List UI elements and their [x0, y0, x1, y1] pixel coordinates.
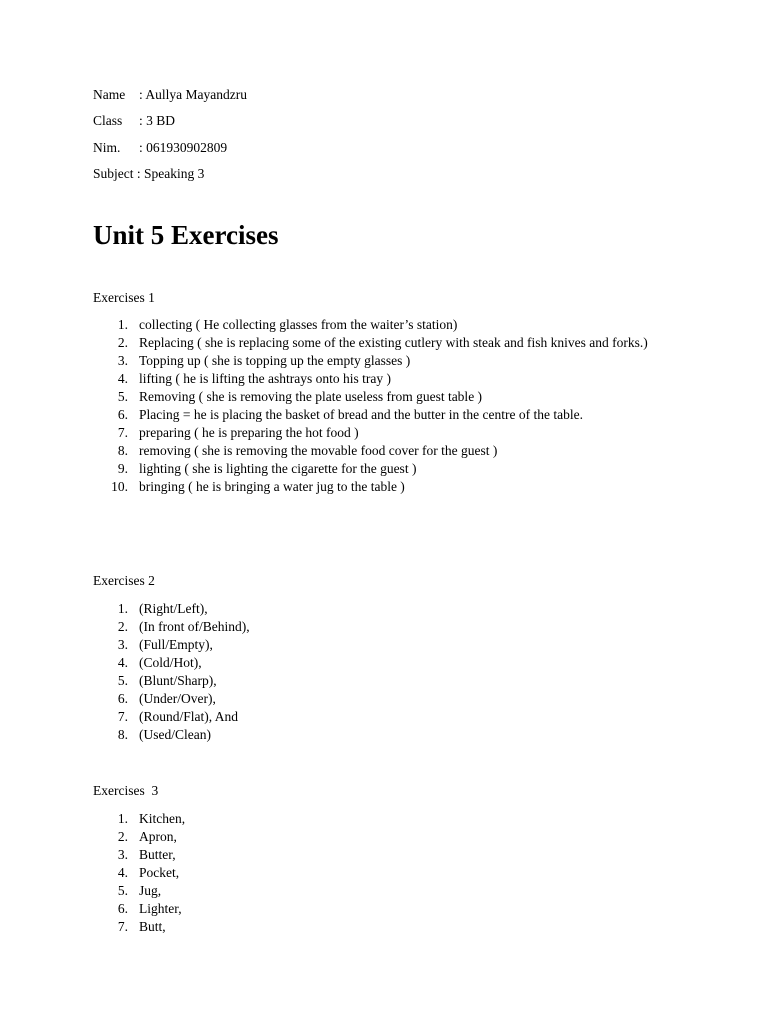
item-number: 7.	[117, 425, 128, 440]
list-item	[0, 442, 674, 460]
name-line	[93, 87, 247, 103]
list-item	[0, 334, 674, 352]
list-item	[0, 600, 674, 618]
item-text: Butt,	[139, 919, 166, 934]
list-item	[0, 654, 674, 672]
item-text: removing ( she is removing the movable food cover for the guest )	[139, 443, 498, 458]
list-item	[0, 406, 674, 424]
item-number: 3.	[117, 847, 128, 862]
list-item	[0, 846, 674, 864]
item-text: (Right/Left),	[139, 601, 208, 616]
item-text: Lighter,	[139, 901, 182, 916]
item-number: 2.	[117, 619, 128, 634]
item-number: 8.	[117, 727, 128, 742]
list-item	[0, 352, 674, 370]
list-item	[0, 828, 674, 846]
list-item	[0, 918, 674, 936]
item-number: 5.	[117, 673, 128, 688]
list-item	[0, 388, 674, 406]
item-number: 7.	[117, 709, 128, 724]
item-number: 6.	[117, 901, 128, 916]
list-item	[0, 424, 674, 442]
exercise1-list	[0, 316, 674, 496]
item-number: 7.	[117, 919, 128, 934]
class-line	[93, 113, 175, 129]
item-text: Placing = he is placing the basket of bread and the butter in the centre of the table.	[139, 407, 583, 422]
list-item	[0, 726, 674, 744]
list-item	[0, 316, 674, 334]
list-item	[0, 460, 674, 478]
list-item	[0, 864, 674, 882]
item-number: 2.	[117, 335, 128, 350]
item-text: Apron,	[139, 829, 177, 844]
item-text: Removing ( she is removing the plate useless from guest table )	[139, 389, 483, 404]
item-number: 5.	[117, 883, 128, 898]
item-text: (Used/Clean)	[139, 727, 211, 742]
item-number: 2.	[117, 829, 128, 844]
name-label: Name	[93, 87, 126, 102]
item-text: Topping up ( she is topping up the empty glasses )	[139, 353, 411, 368]
exercise3-heading: Exercises 3	[93, 783, 159, 798]
nim-label: Nim.	[93, 140, 121, 155]
class-label: Class	[93, 113, 123, 128]
item-text: (Full/Empty),	[139, 637, 213, 652]
exercise2-list	[0, 600, 674, 744]
class-value: : 3 BD	[139, 113, 176, 128]
list-item	[0, 478, 674, 496]
list-item	[0, 690, 674, 708]
item-number: 1.	[117, 601, 128, 616]
item-text: collecting ( He collecting glasses from the waiter’s station)	[139, 317, 458, 332]
item-text: preparing ( he is preparing the hot food )	[139, 425, 359, 440]
item-text: Pocket,	[139, 865, 180, 880]
list-item	[0, 370, 674, 388]
item-number: 9.	[117, 461, 128, 476]
list-item	[0, 810, 674, 828]
item-text: (In front of/Behind),	[139, 619, 250, 634]
list-item	[0, 900, 674, 918]
item-text: Butter,	[139, 847, 176, 862]
nim-value: : 061930902809	[139, 140, 228, 155]
list-item	[0, 672, 674, 690]
item-number: 3.	[117, 637, 128, 652]
item-number: 8.	[117, 443, 128, 458]
item-text: lighting ( she is lighting the cigarette for the guest )	[139, 461, 417, 476]
item-number: 5.	[117, 389, 128, 404]
nim-line	[93, 140, 227, 156]
list-item	[0, 708, 674, 726]
subject-line: Subject : Speaking 3	[93, 166, 205, 181]
exercise1-heading: Exercises 1	[93, 290, 155, 305]
item-text: Jug,	[139, 883, 162, 898]
item-text: (Cold/Hot),	[139, 655, 202, 670]
item-text: Replacing ( she is replacing some of the existing cutlery with steak and fish knives and forks.)	[139, 335, 648, 350]
item-number: 6.	[117, 691, 128, 706]
list-item	[0, 882, 674, 900]
item-text: (Round/Flat), And	[139, 709, 239, 724]
item-number: 3.	[117, 353, 128, 368]
item-text: (Blunt/Sharp),	[139, 673, 217, 688]
item-number: 4.	[117, 655, 128, 670]
item-number: 1.	[117, 317, 128, 332]
item-number: 6.	[117, 407, 128, 422]
item-number: 4.	[117, 865, 128, 880]
name-value: : Aullya Mayandzru	[139, 87, 247, 102]
item-text: lifting ( he is lifting the ashtrays onto his tray )	[139, 371, 391, 386]
item-text: Kitchen,	[139, 811, 186, 826]
exercise3-list	[0, 810, 674, 936]
page-title: Unit 5 Exercises	[93, 220, 279, 250]
list-item	[0, 636, 674, 654]
item-text: bringing ( he is bringing a water jug to the table )	[139, 479, 405, 494]
item-text: (Under/Over),	[139, 691, 216, 706]
item-number: 4.	[117, 371, 128, 386]
item-number: 1.	[117, 811, 128, 826]
exercise2-heading: Exercises 2	[93, 573, 155, 588]
item-number: 10.	[111, 479, 128, 494]
list-item	[0, 618, 674, 636]
